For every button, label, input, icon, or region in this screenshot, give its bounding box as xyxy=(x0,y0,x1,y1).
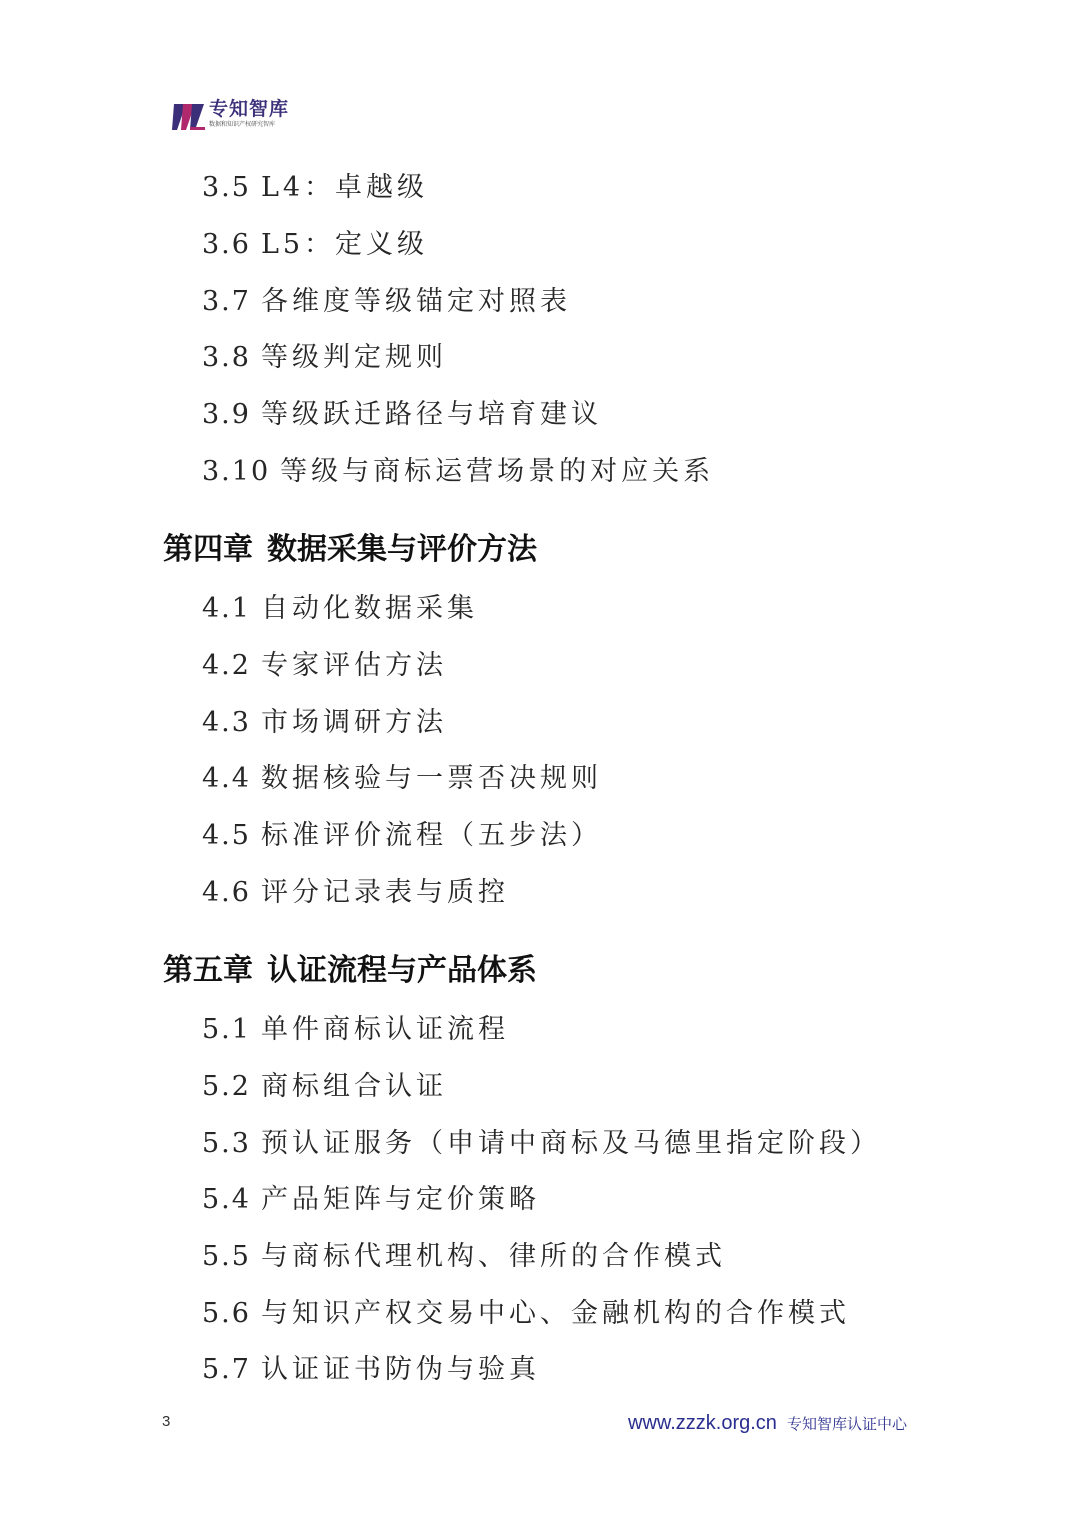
toc-item-number: 5.5 xyxy=(202,1241,251,1272)
toc-item-5-1 xyxy=(202,1013,509,1047)
toc-item-number: 4.3 xyxy=(202,707,251,738)
toc-item-4-2 xyxy=(202,649,447,683)
footer-url-link[interactable]: www.zzzk.org.cn xyxy=(628,1412,777,1434)
toc-item-number: 5.3 xyxy=(202,1128,251,1159)
toc-item-title: 预认证服务（申请中商标及马德里指定阶段） xyxy=(260,1128,881,1159)
logo-tagline: 数据和知识产权研究智库 xyxy=(209,121,276,128)
toc-item-number: 3.9 xyxy=(202,399,251,430)
toc-item-number: 3.6 xyxy=(202,229,251,260)
toc-item-title: 数据核验与一票否决规则 xyxy=(260,763,602,794)
toc-item-number: 4.6 xyxy=(202,877,251,908)
toc-item-title: 评分记录表与质控 xyxy=(260,877,509,908)
toc-item-number: 3.7 xyxy=(202,286,251,317)
toc-item-number: 4.4 xyxy=(202,763,251,794)
toc-item-title: 标准评价流程（五步法） xyxy=(260,820,602,851)
toc-item-number: 5.2 xyxy=(202,1071,251,1102)
toc-item-number: 3.5 xyxy=(202,172,251,203)
toc-item-number: 5.6 xyxy=(202,1298,251,1329)
toc-item-title: 与商标代理机构、律所的合作模式 xyxy=(260,1241,726,1272)
toc-item-3-5 xyxy=(202,171,428,205)
toc-item-3-10 xyxy=(202,455,714,489)
toc-item-title: 市场调研方法 xyxy=(260,707,447,738)
zz-logo-icon xyxy=(172,100,206,134)
toc-item-number: 3.8 xyxy=(202,342,251,373)
chapter-title: 认证流程与产品体系 xyxy=(267,953,537,988)
footer-org-name: 专知智库认证中心 xyxy=(786,1415,907,1433)
toc-item-number: 3.10 xyxy=(202,456,271,487)
toc-item-title: 自动化数据采集 xyxy=(260,593,478,624)
toc-item-number: 4.2 xyxy=(202,650,251,681)
toc-item-title: 专家评估方法 xyxy=(260,650,447,681)
chapter-title: 数据采集与评价方法 xyxy=(267,532,537,567)
toc-item-4-5 xyxy=(202,819,602,853)
toc-item-title: L5：定义级 xyxy=(260,229,429,260)
toc-item-title: 等级跃迁路径与培育建议 xyxy=(260,399,602,430)
toc-item-title: 与知识产权交易中心、金融机构的合作模式 xyxy=(260,1298,850,1329)
toc-item-number: 5.1 xyxy=(202,1014,251,1045)
toc-item-number: 4.5 xyxy=(202,820,251,851)
logo-name: 专知智库 xyxy=(209,98,290,120)
toc-item-5-3 xyxy=(202,1127,881,1161)
toc-item-4-1 xyxy=(202,592,478,626)
toc-item-5-2 xyxy=(202,1070,447,1104)
toc-item-3-9 xyxy=(202,398,602,432)
chapter-number: 第四章 xyxy=(163,532,253,567)
toc-item-title: 等级判定规则 xyxy=(260,342,447,373)
toc-item-number: 4.1 xyxy=(202,593,251,624)
toc-item-4-3 xyxy=(202,706,447,740)
header-logo xyxy=(172,98,289,138)
toc-item-5-4 xyxy=(202,1183,540,1217)
toc-item-4-4 xyxy=(202,762,602,796)
toc-item-number: 5.7 xyxy=(202,1354,251,1385)
toc-item-3-6 xyxy=(202,228,428,262)
toc-item-title: 各维度等级锚定对照表 xyxy=(260,286,571,317)
toc-item-title: L4：卓越级 xyxy=(260,172,429,203)
chapter-number: 第五章 xyxy=(163,953,253,988)
toc-item-3-7 xyxy=(202,285,571,319)
toc-item-title: 单件商标认证流程 xyxy=(260,1014,509,1045)
toc-item-4-6 xyxy=(202,876,509,910)
toc-item-title: 商标组合认证 xyxy=(260,1071,447,1102)
page-number: 3 xyxy=(162,1413,171,1430)
toc-item-title: 产品矩阵与定价策略 xyxy=(260,1184,540,1215)
toc-item-title: 等级与商标运营场景的对应关系 xyxy=(280,456,715,487)
chapter-heading-4 xyxy=(163,531,537,569)
toc-item-5-7 xyxy=(202,1353,540,1387)
toc-item-5-5 xyxy=(202,1240,726,1274)
chapter-heading-5 xyxy=(163,952,537,990)
toc-item-5-6 xyxy=(202,1297,850,1331)
toc-item-title: 认证证书防伪与验真 xyxy=(260,1354,540,1385)
toc-item-3-8 xyxy=(202,341,447,375)
toc-item-number: 5.4 xyxy=(202,1184,251,1215)
footer xyxy=(628,1412,907,1435)
